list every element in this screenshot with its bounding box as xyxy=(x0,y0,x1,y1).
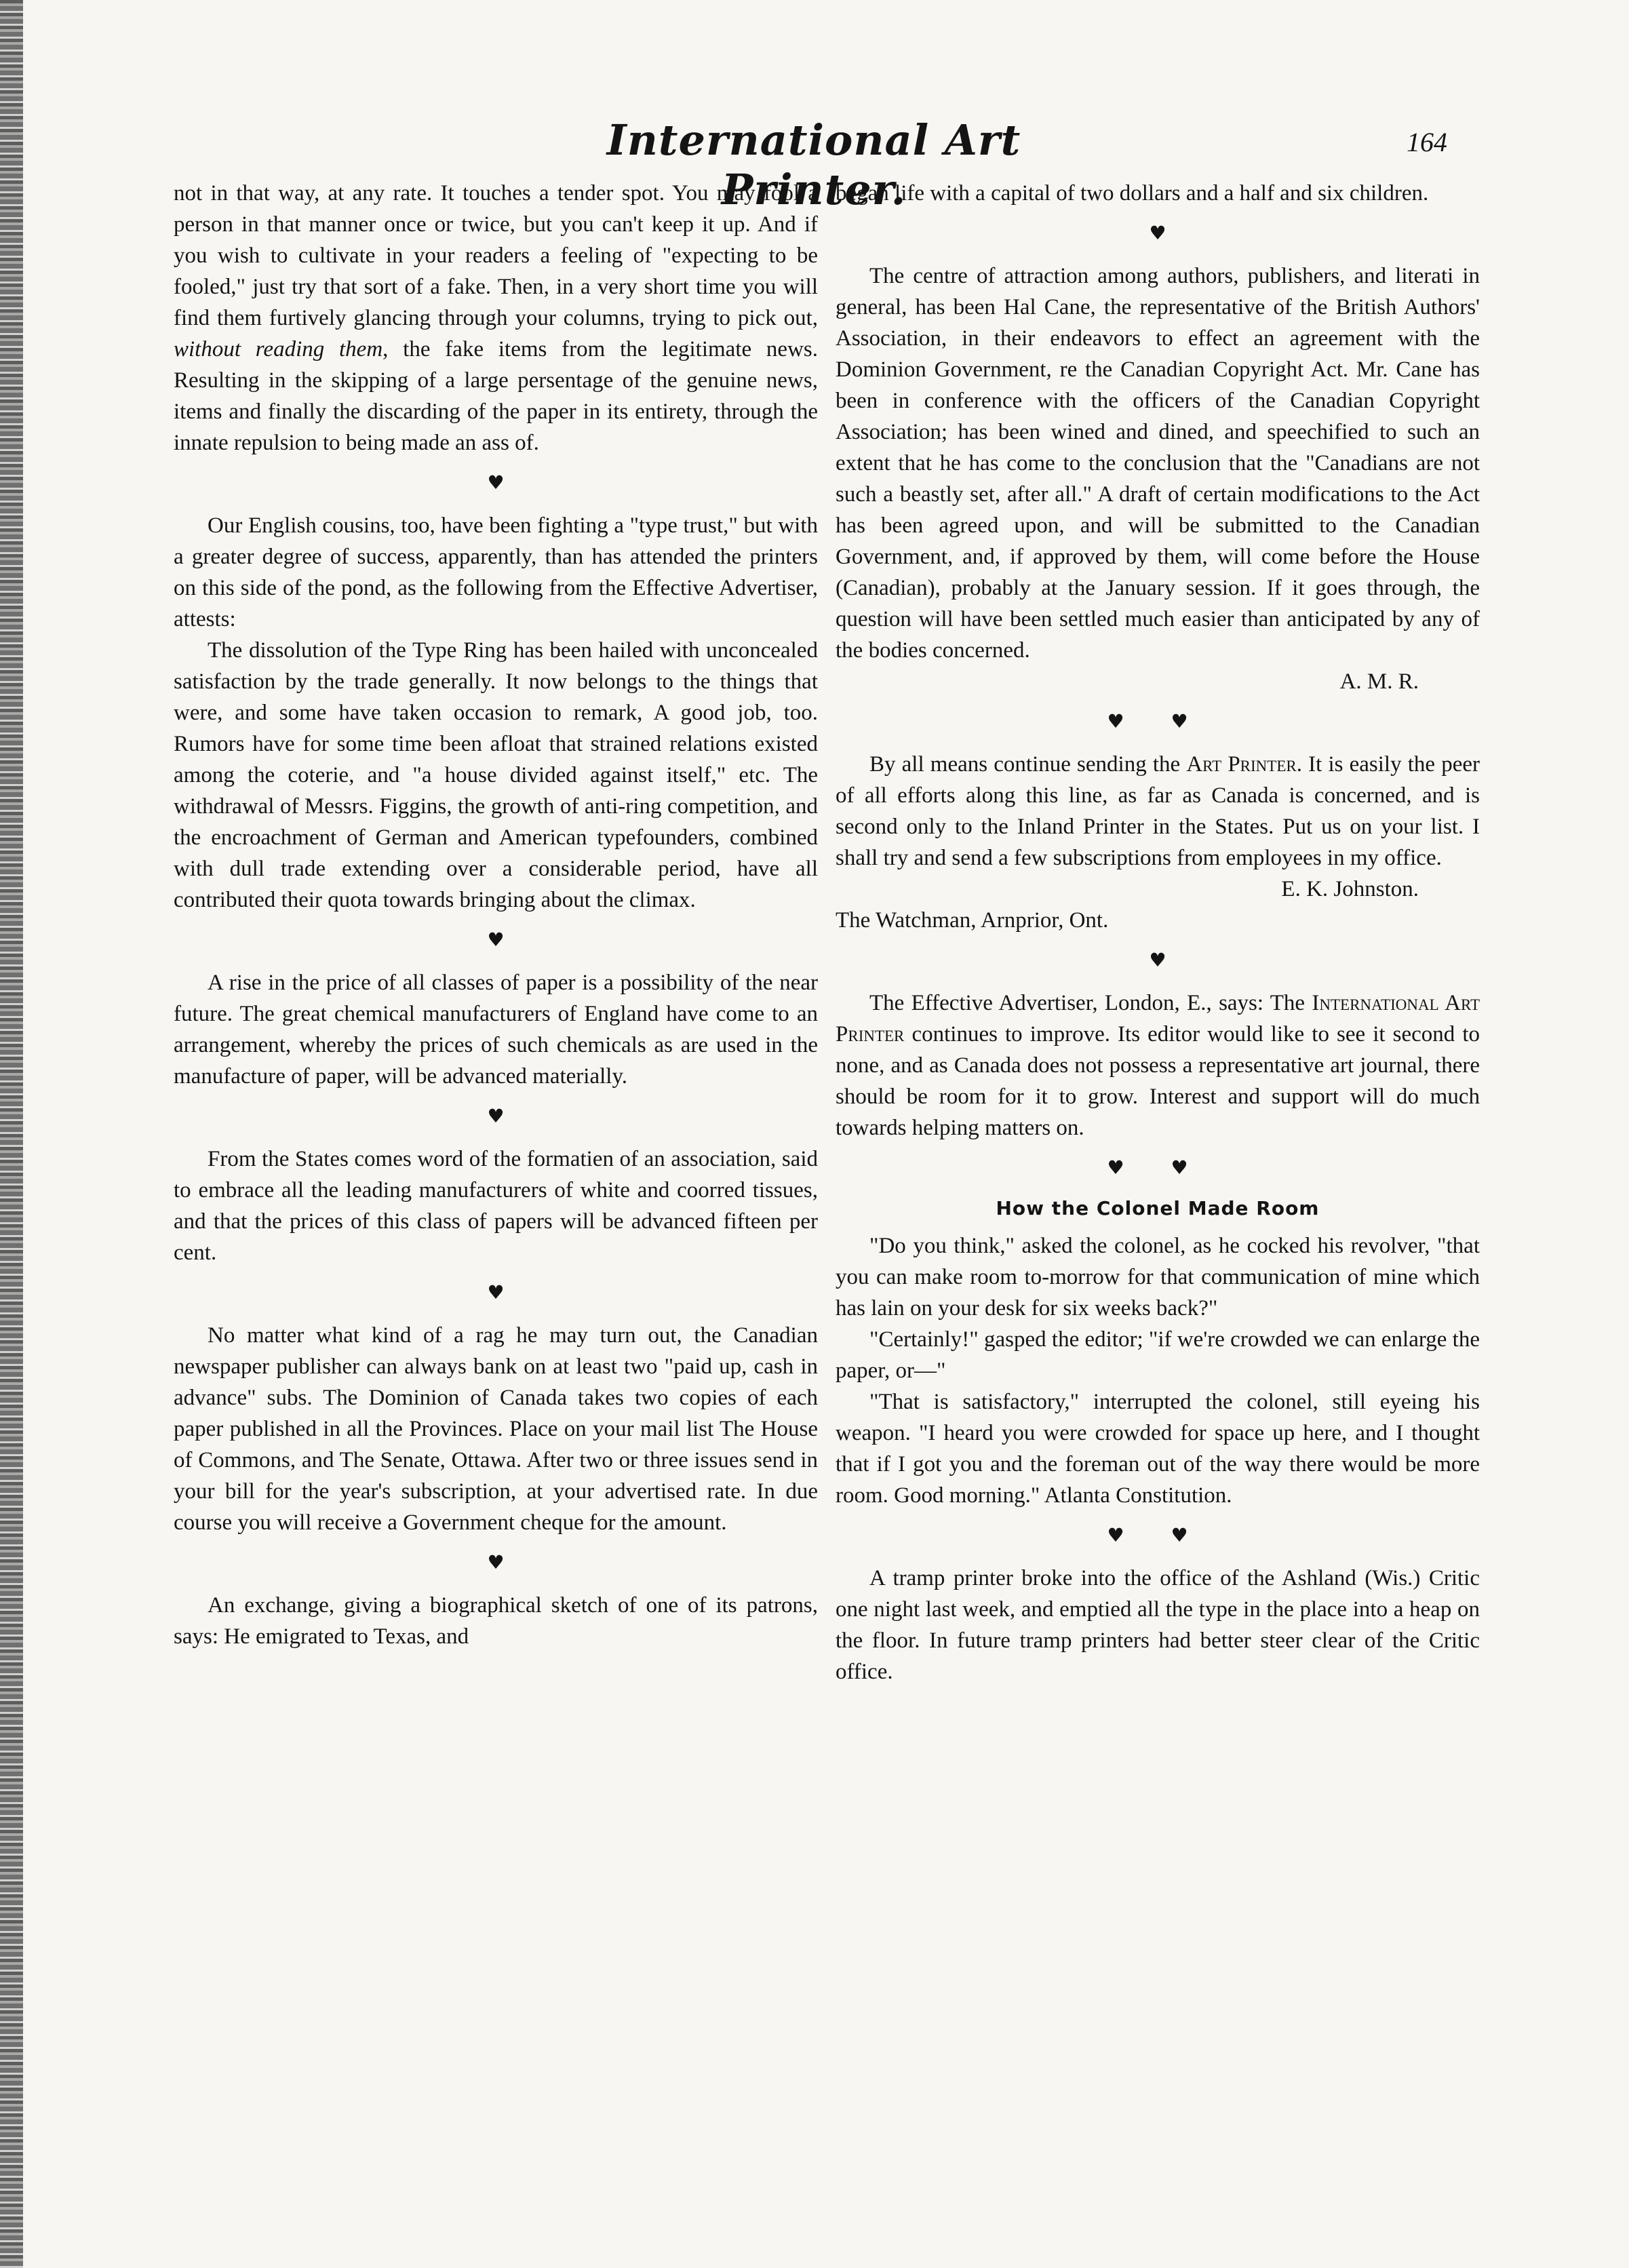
paragraph: began life with a capital of two dollars and a half and six children. xyxy=(836,181,1429,206)
page-number: 164 xyxy=(1407,127,1447,157)
text-run: , the fake items from the legitimate news. Resulting in the skipping of a large persentage of the genuine news, items and finally the discarding of the paper in its entirety, through the innate repulsion to being made an ass of. xyxy=(174,337,818,455)
text-run: not in that way, at any rate. It touches a tender spot. You may fool a person in that manner once or twice, but you can't keep it up. And if you wish to cultivate in your readers a feeling of "expecting to be fooled," just try that sort of a fake. Then, in a very short time you will find them furtively glancing through your columns, trying to pick out, xyxy=(174,181,818,330)
double-heart-ornament-icon: ♥ ♥ xyxy=(1107,710,1209,732)
double-heart-ornament-icon: ♥ ♥ xyxy=(1107,1524,1209,1546)
page-title: International Art Printer. xyxy=(606,115,1021,214)
source-line: The Watchman, Arnprior, Ont. xyxy=(836,908,1109,933)
paragraph: The centre of attraction among authors, publishers, and literati in general, has been Hal Cane, the representative of the British Authors' Association, in their endeavors to effect an agreement with the Dominion Government, re the Canadian Copyright Act. Mr. Cane has been in conference with the officers of the Canadian Copyright Association; has been wined and dined, and speechified to such an extent that he has come to the conclusion that the "Canadians are not such a beastly set, after all." A draft of certain modifications to the Act has been agreed upon, and will be submitted to the Canadian Government, and, if approved by them, will come before the House (Canadian), probably at the January session. If it goes through, the question will have been settled much easier than anticipated by any of the bodies concerned. xyxy=(836,264,1480,663)
heart-ornament-icon: ♥ xyxy=(1149,949,1166,971)
left-column xyxy=(174,178,818,1652)
paragraph: A rise in the price of all classes of paper is a possibility of the near future. The great chemical manufacturers of England have come to an arrangement, whereby the prices of such chemicals as are used in the manufacture of paper, will be advanced materially. xyxy=(174,971,818,1089)
section-subheading: How the Colonel Made Room xyxy=(996,1197,1320,1219)
text-run: By all means continue sending the xyxy=(869,752,1187,777)
paragraph xyxy=(836,749,1480,874)
text-run: . It is easily the peer of all efforts along this line, as far as Canada is concerned, and is second only to the Inland Printer in the States. Put us on your list. I shall try and send a few subscriptions from employees in my office. xyxy=(836,752,1480,870)
small-caps-text: Art Printer xyxy=(1186,752,1297,777)
quoted-paragraph: The dissolution of the Type Ring has been hailed with unconcealed satisfaction by the trade generally. It now belongs to the things that were, and some have taken occasion to remark, A good job, too. Rumors have for some time been afloat that strained relations existed among the coterie, and "a house divided against itself," etc. The withdrawal of Messrs. Figgins, the growth of anti-ring competition, and the encroachment of German and American typefounders, combined with dull trade extending over a considerable period, have all contributed their quota towards bringing about the climax. xyxy=(174,638,818,912)
heart-ornament-icon: ♥ xyxy=(487,928,505,951)
heart-ornament-icon: ♥ xyxy=(487,471,505,494)
signature: E. K. Johnston. xyxy=(1281,877,1419,901)
text-run: The Effective Advertiser, London, E., says: The xyxy=(869,991,1312,1015)
paragraph: A tramp printer broke into the office of the Ashland (Wis.) Critic one night last week, and emptied all the type in the place into a heap on the floor. In future tramp printers had better steer clear of the Critic office. xyxy=(836,1566,1480,1684)
heart-ornament-icon: ♥ xyxy=(487,1105,505,1127)
paragraph: No matter what kind of a rag he may turn out, the Canadian newspaper publisher can always bank on at least two "paid up, cash in advance" subs. The Dominion of Canada takes two copies of each paper published in all the Provinces. Place on your mail list The House of Commons, and The Senate, Ottawa. After two or three issues send in your bill for the year's subscription, at your advertised rate. In due course you will receive a Government cheque for the amount. xyxy=(174,1323,818,1535)
double-heart-ornament-icon: ♥ ♥ xyxy=(1107,1156,1209,1179)
signature: A. M. R. xyxy=(1339,669,1419,694)
paragraph: Our English cousins, too, have been fighting a "type trust," but with a greater degree of success, apparently, than has attended the printers on this side of the pond, as the following from the Effective Advertiser, attests: xyxy=(174,513,818,631)
page-binding-edge xyxy=(0,0,23,2268)
text-run: continues to improve. Its editor would like to see it second to none, and as Canada does not possess a representative art journal, there should be room for it to grow. Interest and support will do much towards helping matters on. xyxy=(836,1022,1480,1140)
right-column xyxy=(836,178,1480,1687)
paragraph xyxy=(836,988,1480,1143)
paragraph: From the States comes word of the formatien of an association, said to embrace all the leading manufacturers of white and coorred tissues, and that the prices of this class of papers will be advanced fifteen per cent. xyxy=(174,1147,818,1265)
small-caps-text: International Art Printer xyxy=(836,991,1480,1047)
paragraph: "Do you think," asked the colonel, as he cocked his revolver, "that you can make room to-morrow for that communication of mine which has lain on your desk for six weeks back?" xyxy=(836,1234,1480,1321)
heart-ornament-icon: ♥ xyxy=(487,1551,505,1573)
paragraph: "Certainly!" gasped the editor; "if we're crowded we can enlarge the paper, or—" xyxy=(836,1327,1480,1383)
paragraph: An exchange, giving a biographical sketch of one of its patrons, says: He emigrated to Texas, and xyxy=(174,1593,818,1649)
emphasis-text: without reading them xyxy=(174,337,383,361)
paragraph xyxy=(174,178,818,458)
paragraph: "That is satisfactory," interrupted the colonel, still eyeing his weapon. "I heard you were crowded for space up here, and I thought that if I got you and the foreman out of the way there would be more room. Good morning." Atlanta Constitution. xyxy=(836,1390,1480,1508)
heart-ornament-icon: ♥ xyxy=(1149,222,1166,244)
heart-ornament-icon: ♥ xyxy=(487,1281,505,1304)
